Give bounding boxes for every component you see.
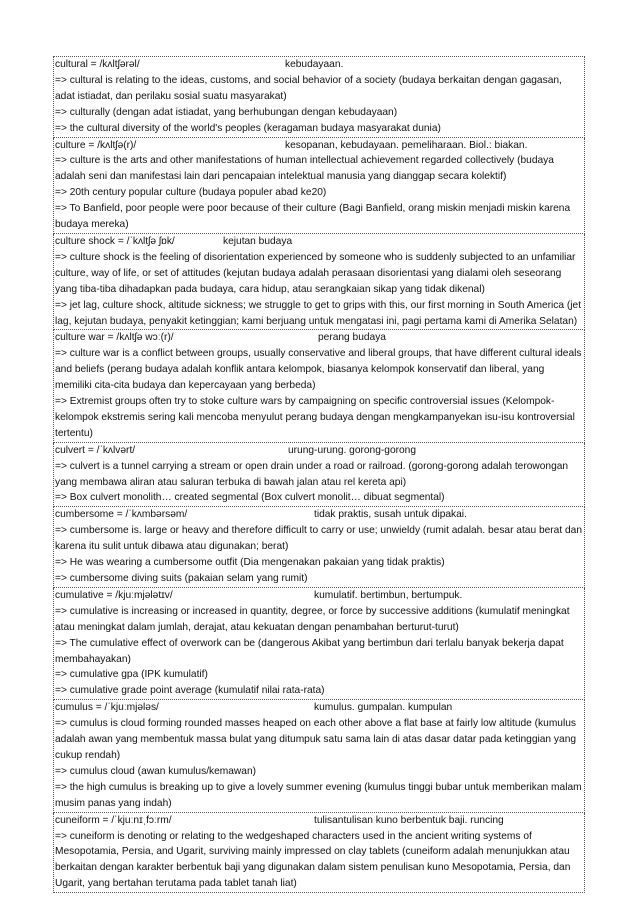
entry-meaning: kejutan budaya (223, 235, 293, 247)
entry-meaning: kesopanan, kebudayaan. pemeliharaan. Biol.: biakan. (285, 139, 528, 151)
entry-term: culture shock = /ˈkʌltʃə ʃɒk/ (55, 235, 175, 247)
entry-cumbersome (53, 507, 585, 588)
entry-line: => cumulative grade point average (kumulatif nilai rata-rata) (55, 685, 325, 697)
entry-culture-shock (53, 234, 585, 330)
entry-line: => He was wearing a cumbersome outfit (Dia mengenakan pakaian yang tidak praktis) (55, 557, 445, 569)
entry-meaning: kumulus. gumpalan. kumpulan (314, 702, 453, 714)
entry-culture-war (53, 330, 585, 442)
entry-cumulus (53, 700, 585, 812)
entry-line: => cumulus cloud (awan kumulus/kemawan) (55, 765, 257, 777)
entry-line: => the cultural diversity of the world's peoples (keragaman budaya masyarakat dunia) (55, 122, 441, 134)
entry-header (55, 443, 583, 459)
entry-header (55, 234, 583, 250)
entry-term: cumulative = /kjuːmjələtɪv/ (55, 589, 173, 601)
entry-line: => Box culvert monolith… created segmental (Box culvert monolit… dibuat segmental) (55, 492, 445, 504)
entry-header (55, 138, 583, 154)
entry-term: cumbersome = /ˈkʌmbərsəm/ (55, 509, 188, 521)
entry-header (55, 588, 583, 604)
entry-cumulative (53, 588, 585, 700)
entry-meaning: tidak praktis, susah untuk dipakai. (314, 509, 467, 521)
entry-term: culture = /kʌltʃə(r)/ (55, 139, 137, 151)
entry-line: => cumulative gpa (IPK kumulatif) (55, 669, 208, 681)
entry-line: => 20th century popular culture (budaya populer abad ke20) (55, 187, 327, 199)
entry-term: cultural = /kʌltʃərəl/ (55, 59, 140, 70)
entry-meaning: kumulatif. bertimbun, bertumpuk. (314, 589, 463, 601)
entry-line: => To Banfield, poor people were poor because of their culture (Bagi Banfield, orang miskin menjadi miskin karena budaya mereka) (55, 203, 571, 231)
entry-line: => the high cumulus is breaking up to give a lovely summer evening (kumulus tinggi bubar untuk memberikan malam musim panas yang indah) (55, 781, 582, 809)
dictionary-document (53, 56, 585, 893)
entry-cuneiform (53, 813, 585, 894)
entry-meaning: urung-urung. gorong-gorong (288, 444, 417, 456)
entry-header (55, 813, 583, 829)
entry-line: => culture is the arts and other manifestations of human intellectual achievement regarded collectively (budaya adalah seni dan manifestasi lain dari pencapaian intelektual manusia yang dianggap secara kolektif) (55, 155, 554, 183)
entry-header (55, 57, 583, 73)
entry-line: => culturally (dengan adat istiadat, yang berhubungan dengan kebudayaan) (55, 106, 398, 118)
entry-culvert (53, 443, 585, 508)
entry-line: => cumulus is cloud forming rounded masses heaped on each other above a flat base at fairly low altitude (kumulus adalah awan yang membentuk massa bulat yang ditumpuk satu sama lain di atas dasar datar pada ketinggian yang cukup rendah) (55, 718, 577, 761)
entry-line: => cumbersome diving suits (pakaian selam yang rumit) (55, 573, 308, 584)
entry-term: culture war = /kʌltʃə wɔː(r)/ (55, 332, 174, 344)
entry-meaning: kebudayaan. (285, 59, 344, 70)
entry-line: => culture shock is the feeling of disorientation experienced by someone who is suddenly subjected to an unfamiliar culture, way of life, or set of attitudes (kejutan budaya adalah perasaan disorientasi yang dialami oleh seseorang yang tiba-tiba dihadapkan pada budaya, cara hidup, atau serangkaian sikap yang tidak dikenal) (55, 251, 576, 295)
entry-line: => culvert is a tunnel carrying a stream or open drain under a road or railroad. (gorong-gorong adalah terowongan yang membawa aliran atau saluran terbuka di bawah jalan atau rel kereta api) (55, 460, 569, 488)
entry-header (55, 330, 583, 346)
entry-term: culvert = /ˈkʌlvərt/ (55, 444, 136, 456)
entry-line: => jet lag, culture shock, altitude sickness; we struggle to get to grips with this, our first morning in South America (jet lag, kejutan budaya, penyakit ketinggian; kami berjuang untuk mengatasi ini, pagi pertama kami di Amerika Selatan) (55, 299, 582, 327)
entry-line: => cumbersome is. large or heavy and therefore difficult to carry or use; unwieldy (rumit adalah. besar atau berat dan karena itu sulit untuk dibawa atau digunakan; berat) (55, 525, 583, 553)
entry-line: => culture war is a conflict between groups, usually conservative and liberal groups, that have different cultural ideals and beliefs (perang budaya adalah konflik antara kelompok, biasanya kelompok konservatif dan liberal, yang memiliki cita-cita budaya dan kepercayaan yang berbeda) (55, 348, 582, 392)
entry-line: => The cumulative effect of overwork can be (dangerous Akibat yang bertimbun dari terlalu banyak bekerja dapat membahayakan) (55, 637, 564, 665)
entry-line: => Extremist groups often try to stoke culture wars by campaigning on specific controversial issues (Kelompok-kelompok ekstremis sering kali mencoba menyulut perang budaya dengan mengkampanyekan isu-isu kontroversial tertentu) (55, 396, 575, 439)
entry-meaning: tulisantulisan kuno berbentuk baji. runcing (314, 814, 504, 826)
entry-meaning: perang budaya (318, 332, 386, 344)
entry-term: cuneiform = /ˈkjuːnɪˌfɔːrm/ (55, 814, 172, 826)
entry-term: cumulus = /ˈkjuːmjələs/ (55, 702, 159, 714)
entry-line: => cumulative is increasing or increased in quantity, degree, or force by successive additions (kumulatif meningkat atau meningkat dalam jumlah, derajat, atau kekuatan dengan penambahan berturut-turut) (55, 605, 570, 633)
entry-header (55, 507, 583, 523)
entry-line: => cultural is relating to the ideas, customs, and social behavior of a society (budaya berkaitan dengan gagasan, adat istiadat, dan perilaku sosial suatu masyarakat) (55, 74, 562, 102)
entry-line: => cuneiform is denoting or relating to the wedgeshaped characters used in the ancient writing systems of Mesopotamia, Persia, and Ugarit, surviving mainly impressed on clay tablets (cuneiform adalah menunjukkan atau berkaitan dengan karakter berbentuk baji yang digunakan dalam sistem penulisan kuno Mesopotamia, Persia, dan Ugarit, yang bertahan terutama pada tablet tanah liat) (55, 830, 571, 890)
entry-header (55, 700, 583, 716)
entry-culture (53, 138, 585, 234)
entry-cultural (53, 56, 585, 138)
